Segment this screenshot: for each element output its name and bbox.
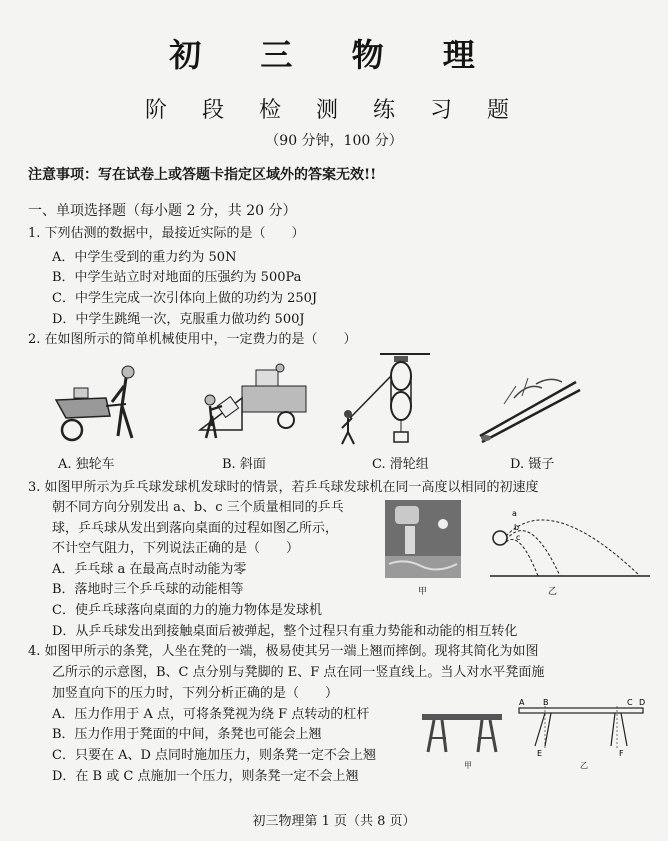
question-3-line-4: 不计空气阻力，下列说法正确的是（ ） — [52, 541, 300, 556]
wheelbarrow-figure — [48, 358, 158, 448]
question-4-option-a: A．压力作用于 A 点，可将条凳视为绕 F 点转动的杠杆 — [52, 707, 370, 722]
question-1-stem: 1. 下列估测的数据中，最接近实际的是（ ） — [28, 226, 305, 241]
pulley-figure — [336, 352, 436, 452]
path-label-b: b — [514, 523, 520, 532]
question-2-stem: 2. 在如图所示的简单机械使用中，一定费力的是（ ） — [28, 332, 357, 347]
question-4-option-d: D．在 B 或 C 点施加一个压力，则条凳一定不会上翘 — [52, 769, 359, 784]
q2-caption-a: A. 独轮车 — [58, 457, 115, 472]
question-3-line-2: 朝不同方向分别发出 a、b、c 三个质量相同的乒乓 — [52, 500, 344, 515]
page-title: 初 三 物 理 — [169, 36, 499, 74]
question-4-line-1: 4. 如图甲所示的条凳，人坐在凳的一端，极易使其另一端上翘而摔倒。现将其简化为如图 — [28, 644, 539, 659]
exam-notice: 注意事项：写在试卷上或答题卡指定区域外的答案无效!! — [28, 167, 377, 183]
question-4-line-2: 乙所示的示意图，B、C 点分别与凳脚的 E、F 点在同一竖直线上。当人对水平凳面施 — [52, 665, 545, 680]
question-3-option-c: C．使乒乓球落向桌面的力的施力物体是发球机 — [52, 603, 322, 618]
point-label-c: C — [627, 698, 633, 707]
exam-duration: （90 分钟，100 分） — [265, 133, 403, 149]
path-label-a: a — [512, 509, 517, 518]
question-4-option-b: B．压力作用于凳面的中间，条凳也可能会上翘 — [52, 727, 322, 742]
question-1-option-d: D．中学生跳绳一次，克服重力做功约 500J — [52, 312, 305, 327]
page-footer: 初三物理第 1 页（共 8 页） — [252, 814, 416, 829]
bench-schematic — [515, 698, 650, 758]
point-label-f: F — [619, 749, 624, 758]
ball-launcher-photo — [385, 500, 465, 580]
question-3-option-a: A．乒乓球 a 在最高点时动能为零 — [52, 562, 247, 577]
bench-photo — [420, 706, 504, 756]
question-3-line-1: 3. 如图甲所示为乒乓球发球机发球时的情景，若乒乓球发球机在同一高度以相同的初速度 — [28, 480, 539, 495]
question-1-option-a: A．中学生受到的重力约为 50N — [52, 250, 237, 265]
q3-figure-label-jia: 甲 — [418, 587, 428, 597]
question-3-line-3: 球，乒乓球从发出到落向桌面的过程如图乙所示， — [52, 521, 339, 536]
point-label-e: E — [537, 749, 543, 758]
question-3-option-b: B．落地时三个乒乓球的动能相等 — [52, 582, 244, 597]
question-4-line-3: 加竖直向下的压力时，下列分析正确的是（ ） — [52, 686, 339, 701]
question-1-option-c: C．中学生完成一次引体向上做的功约为 250J — [52, 291, 318, 306]
question-1-option-b: B．中学生站立时对地面的压强约为 500Pa — [52, 270, 302, 285]
page-subtitle: 阶 段 检 测 练 习 题 — [145, 98, 523, 123]
q2-caption-c: C. 滑轮组 — [372, 457, 429, 472]
ball-trajectory-figure — [490, 500, 650, 580]
q3-figure-label-yi: 乙 — [548, 587, 558, 597]
incline-figure — [198, 360, 313, 450]
question-3-option-d: D．从乒乓球发出到接触桌面后被弹起，整个过程只有重力势能和动能的相互转化 — [52, 624, 518, 639]
point-label-a: A — [519, 698, 525, 707]
path-label-c: c — [516, 533, 521, 542]
point-label-d: D — [639, 698, 646, 707]
q4-figure-label-yi: 乙 — [580, 761, 588, 770]
question-4-option-c: C．只要在 A、D 点同时施加压力，则条凳一定不会上翘 — [52, 748, 377, 763]
q2-caption-d: D. 镊子 — [510, 457, 555, 472]
q2-caption-b: B. 斜面 — [222, 457, 266, 472]
q4-figure-label-jia: 甲 — [464, 761, 472, 770]
tweezers-figure — [476, 368, 586, 448]
section-heading: 一、单项选择题（每小题 2 分，共 20 分） — [28, 203, 297, 219]
point-label-b: B — [543, 698, 549, 707]
